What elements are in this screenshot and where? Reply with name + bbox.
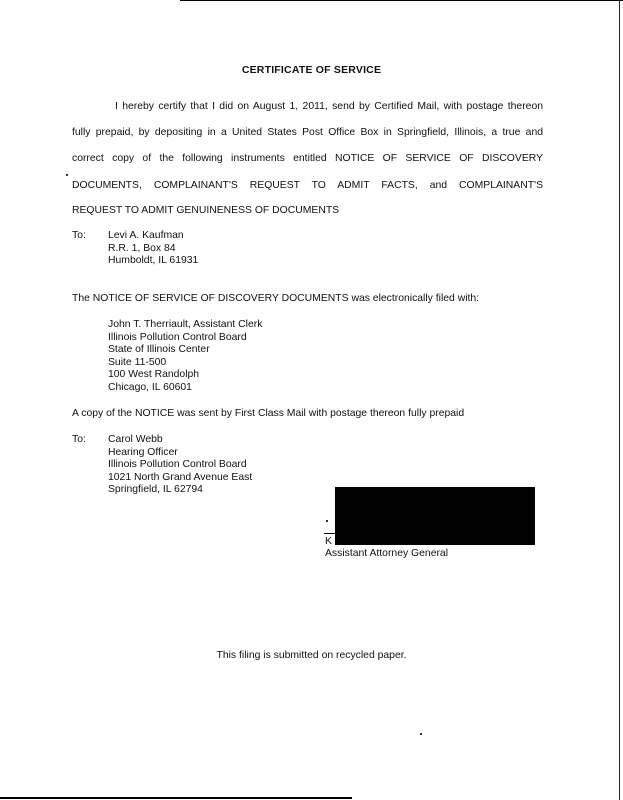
signer-name-initial: K: [325, 536, 332, 547]
recipient2-street: 1021 North Grand Avenue East: [108, 471, 253, 483]
page-edge-right: [619, 0, 620, 800]
recipient1-city: Humboldt, IL 61931: [108, 255, 199, 267]
recipient1-address: [108, 230, 198, 268]
scan-speck: [326, 520, 328, 522]
recipient1-name: Levi A. Kaufman: [108, 230, 184, 241]
recycled-paper-footer: This filing is submitted on recycled paper.: [216, 650, 407, 661]
clerk-address: [108, 319, 262, 395]
scan-speck: [420, 733, 422, 735]
notice-copy-statement: A copy of the NOTICE was sent by First Class Mail with postage thereon fully prepaid: [72, 408, 465, 419]
page-edge-top: [180, 0, 623, 1]
recipient2-title: Hearing Officer: [108, 446, 178, 458]
recipient2-address: [108, 434, 252, 497]
clerk-line-4: Suite 11-500: [108, 356, 167, 368]
recipient1-label: To:: [72, 230, 86, 241]
electronic-filing-statement: The NOTICE OF SERVICE OF DISCOVERY DOCUMENTS was electronically filed with:: [72, 293, 480, 304]
clerk-line-2: Illinois Pollution Control Board: [108, 331, 247, 343]
certification-line-1: I hereby certify that I did on August 1, 2011, send by Certified Mail, with postage thereon: [115, 101, 543, 112]
scan-speck: [66, 174, 68, 176]
document-title: CERTIFICATE OF SERVICE: [241, 64, 382, 76]
clerk-line-5: 100 West Randolph: [108, 369, 200, 381]
recipient2-city: Springfield, IL 62794: [108, 484, 203, 496]
clerk-line-6: Chicago, IL 60601: [108, 381, 192, 393]
signature-redaction: [335, 487, 535, 545]
clerk-line-3: State of Illinois Center: [108, 344, 210, 356]
clerk-line-1: John T. Therriault, Assistant Clerk: [108, 319, 263, 330]
certification-line-2: fully prepaid, by depositing in a United States Post Office Box in Springfield, Illinois, a true and: [72, 127, 543, 138]
certification-line-3: correct copy of the following instruments entitled NOTICE OF SERVICE OF DISCOVERY: [72, 153, 543, 164]
recipient2-org: Illinois Pollution Control Board: [108, 459, 247, 471]
certification-line-5: REQUEST TO ADMIT GENUINENESS OF DOCUMENTS: [72, 205, 340, 216]
recipient1-street: R.R. 1, Box 84: [108, 242, 176, 254]
signer-title: Assistant Attorney General: [325, 548, 449, 559]
recipient2-label: To:: [72, 434, 86, 445]
recipient2-name: Carol Webb: [108, 434, 163, 445]
certification-line-4: DOCUMENTS, COMPLAINANT'S REQUEST TO ADMIT FACTS, and COMPLAINANT'S: [72, 180, 543, 191]
page-edge-bottom: [0, 797, 352, 799]
